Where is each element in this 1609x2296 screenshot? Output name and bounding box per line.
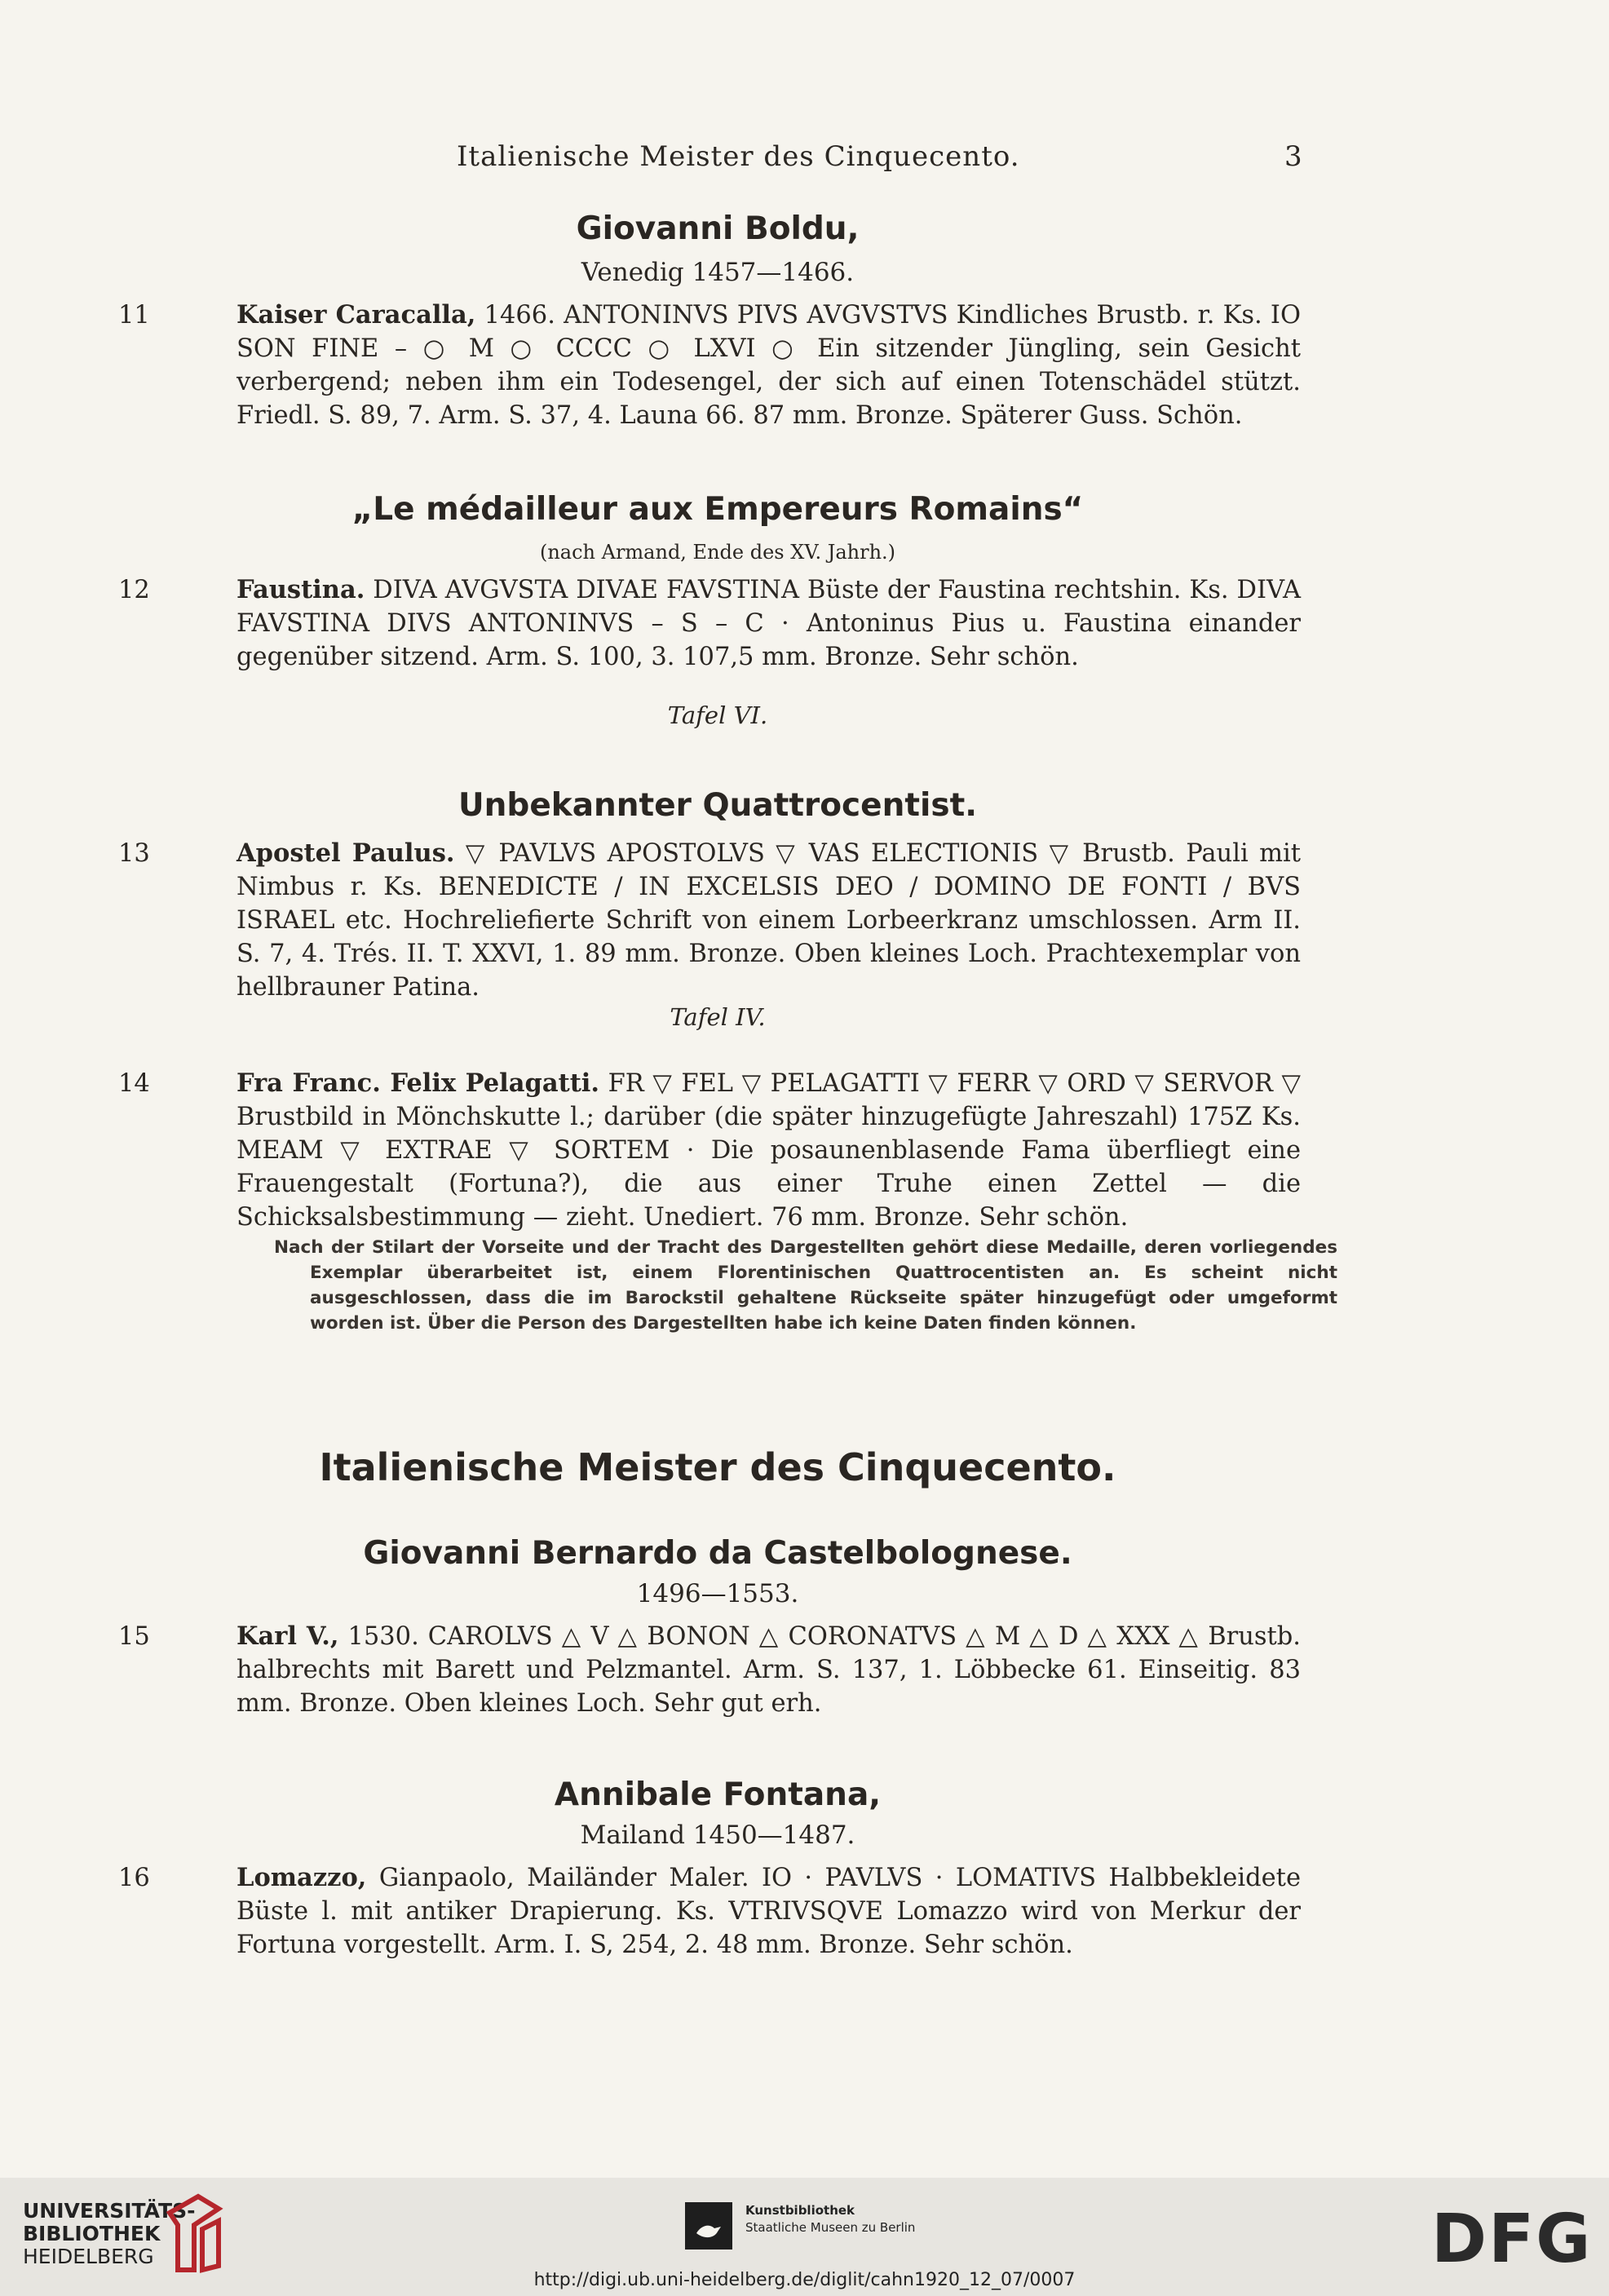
entry-number: 12 [118, 576, 150, 604]
catalog-entry-12 [118, 573, 1301, 674]
kunstbibliothek-logo-text[interactable] [745, 2202, 915, 2236]
entry-text: 1530. CAROLVS △ V △ BONON △ CORONATVS △ M △ D △ XXX △ Brustb. halbrechts mit Barett und Pelzmantel. Arm. S. 137, 1. Löbbecke 61. Einseitig. 83 mm. Bronze. Oben kleines Loch. Sehr gut erh. [236, 1622, 1301, 1718]
entry-number: 16 [118, 1864, 150, 1892]
section-title-castelbolognese: Giovanni Bernardo da Castelbolognese. [363, 1535, 1072, 1572]
section-title-boldu: Giovanni Boldu, [576, 210, 860, 247]
dfg-logo[interactable]: DFG [1431, 2201, 1593, 2278]
running-title: Italienische Meister des Cinquecento. [457, 140, 1020, 173]
catalog-entry-15 [118, 1620, 1301, 1720]
kb-subtitle: Staatliche Museen zu Berlin [745, 2220, 916, 2235]
entry-text: 1466. ANTONINVS PIVS AVGVSTVS Kindliches Brustb. r. Ks. IO SON FINE – ○ M ○ CCCC ○ LXVI ○ Ein sitzender Jüngling, sein Gesicht verbergend; neben ihm ein Todesengel, der sich auf einen Totenschädel stützt. Friedl. S. 89, 7. Arm. S. 37, 4. Launa 66. 87 mm. Bronze. Späterer Guss. Schön. [236, 301, 1301, 430]
entry-number: 15 [118, 1622, 150, 1651]
plate-reference-13: Tafel IV. [670, 1003, 766, 1031]
section-title-medailleur: „Le médailleur aux Empereurs Romains“ [351, 491, 1084, 528]
entry-text: DIVA AVGVSTA DIVAE FAVSTINA Büste der Faustina rechtshin. Ks. DIVA FAVSTINA DIVS ANTONINVS – S – C · Antoninus Pius u. Faustina einander gegenüber sitzend. Arm. S. 100, 3. 107,5 mm. Bronze. Sehr schön. [236, 576, 1301, 671]
entry-name: Apostel Paulus. [236, 838, 455, 868]
section-subtitle-castelbolognese: 1496—1553. [636, 1579, 799, 1608]
catalog-entry-11 [118, 299, 1301, 432]
entry-text: FR ▽ FEL ▽ PELAGATTI ▽ FERR ▽ ORD ▽ SERVOR ▽ Brustbild in Mönchskutte l.; darüber (die später hinzugefügte Jahreszahl) 175Z Ks. MEAM ▽ EXTRAE ▽ SORTEM · Die posaunenblasende Fama überfliegt eine Frauengestalt (Fortuna?), die aus einer Truhe einen Zettel — die Schicksalsbestimmung — zieht. Unediert. 76 mm. Bronze. Sehr schön. [236, 1069, 1301, 1232]
entry-name: Karl V., [236, 1621, 339, 1651]
page-number: 3 [1284, 140, 1302, 173]
entry-name: Faustina. [236, 575, 365, 604]
entry-text: ▽ PAVLVS APOSTOLVS ▽ VAS ELECTIONIS ▽ Brustb. Pauli mit Nimbus r. Ks. BENEDICTE / IN EXCELSIS DEO / DOMINO DE FONTI / BVS ISRAEL etc. Hochreliefierte Schrift von einem Lorbeerkranz umschlossen. Arm II. S. 7, 4. Trés. II. T. XXVI, 1. 89 mm. Bronze. Oben kleines Loch. Prachtexemplar von hellbrauner Patina. [236, 839, 1302, 1002]
entry-text: Gianpaolo, Mailänder Maler. IO · PAVLVS · LOMATIVS Halbbekleidete Büste l. mit antiker Drapierung. Ks. VTRIVSQVE Lomazzo wird von Merkur der Fortuna vorgestellt. Arm. I. S, 254, 2. 48 mm. Bronze. Sehr schön. [236, 1864, 1301, 1959]
plate-reference-12: Tafel VI. [667, 701, 768, 729]
section-subtitle-medailleur: (nach Armand, Ende des XV. Jahrh.) [539, 541, 896, 564]
section-subtitle-fontana: Mailand 1450—1487. [580, 1820, 855, 1850]
chapter-title-cinquecento: Italienische Meister des Cinquecento. [319, 1445, 1116, 1489]
kunstbibliothek-logo-icon[interactable] [685, 2202, 732, 2250]
ub-heidelberg-logo-icon[interactable] [161, 2192, 227, 2274]
catalog-entry-14 [118, 1067, 1301, 1234]
catalog-entry-13 [118, 837, 1302, 1004]
ub-line-3: HEIDELBERG [23, 2245, 154, 2268]
entry-name: Kaiser Caracalla, [236, 300, 476, 330]
source-url-link[interactable]: http://digi.ub.uni-heidelberg.de/diglit/cahn1920_12_07/0007 [533, 2270, 1076, 2290]
entry-number: 11 [118, 301, 150, 330]
kb-title: Kunstbibliothek [745, 2203, 855, 2218]
section-title-fontana: Annibale Fontana, [554, 1776, 882, 1813]
entry-name: Fra Franc. Felix Pelagatti. [236, 1068, 599, 1098]
section-title-quattrocentist: Unbekannter Quattrocentist. [458, 787, 978, 824]
entry-number: 14 [118, 1069, 150, 1098]
ub-line-1: UNIVERSITÄTS- [23, 2199, 196, 2223]
ub-line-2: BIBLIOTHEK [23, 2222, 161, 2245]
section-subtitle-boldu: Venedig 1457—1466. [581, 258, 855, 287]
entry-number: 13 [118, 839, 150, 868]
entry-name: Lomazzo, [236, 1863, 367, 1892]
catalog-entry-16 [118, 1861, 1301, 1962]
entry-14-note: Nach der Stilart der Vorseite und der Tracht des Dargestellten gehört diese Medaille, deren vorliegendes Exemplar überarbeitet ist, einem Florentinischen Quattrocentisten an. Es scheint nicht ausgeschlossen, dass die im Barockstil gehaltene Rückseite später hinzugefügt oder umgeformt worden ist. Über die Person des Dargestellten habe ich keine Daten finden können. [274, 1237, 1337, 1334]
